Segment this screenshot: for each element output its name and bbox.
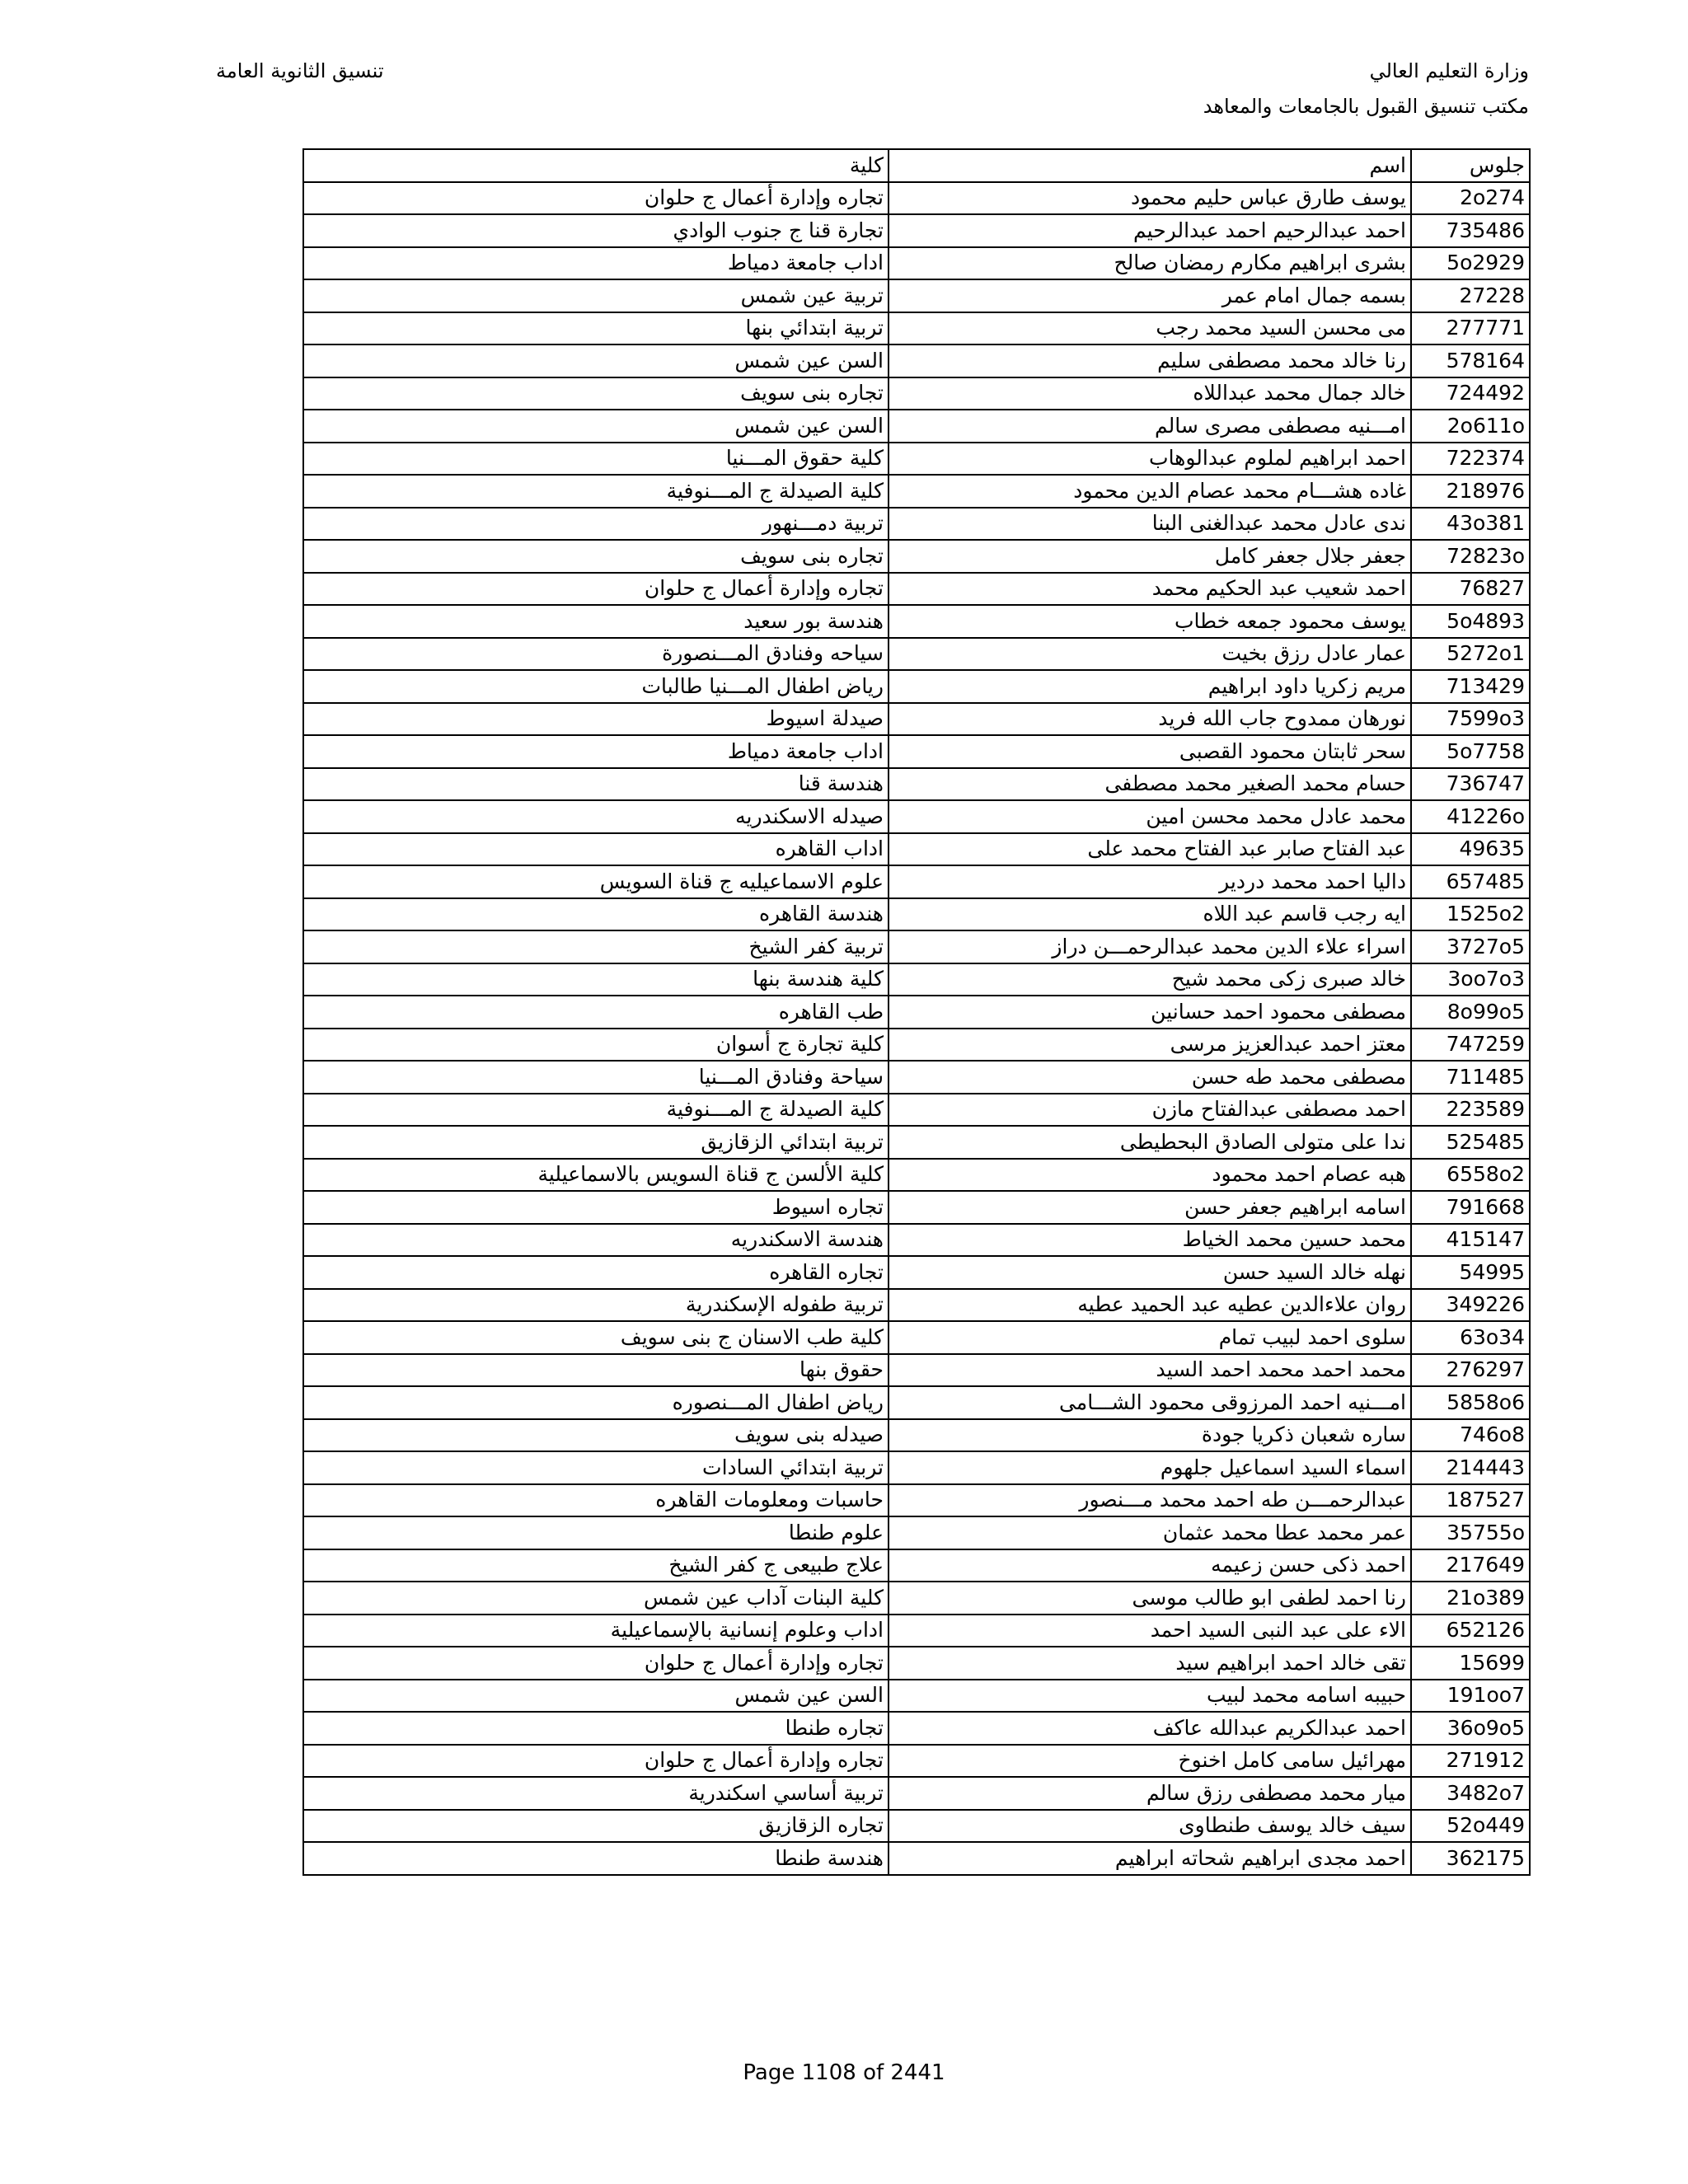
table-row — [303, 1061, 1530, 1094]
seat-number: 43o381 — [1447, 511, 1525, 536]
seat-number: 713429 — [1446, 673, 1525, 698]
faculty-cell: رياض اطفال المـــنيا طالبات — [303, 670, 889, 703]
seat-cell — [1411, 1582, 1530, 1615]
track-title: تنسيق الثانوية العامة — [216, 59, 384, 82]
seat-number: 1525o2 — [1447, 902, 1525, 926]
table-row — [303, 247, 1530, 280]
faculty-cell: كلية الصيدلة ج المـــنوفية — [303, 475, 889, 508]
seat-number: 41226o — [1447, 804, 1525, 828]
seat-number: 349226 — [1446, 1292, 1525, 1317]
seat-cell — [1411, 768, 1530, 801]
table-row — [303, 670, 1530, 703]
name-cell: مريم زكريا داود ابراهيم — [889, 670, 1411, 703]
seat-number: 217649 — [1446, 1553, 1525, 1577]
seat-cell — [1411, 1191, 1530, 1224]
seat-cell — [1411, 1029, 1530, 1062]
seat-number: 2o611o — [1447, 413, 1525, 438]
name-cell: مصطفى محمد طه حسن — [889, 1061, 1411, 1094]
table-row — [303, 377, 1530, 410]
seat-cell — [1411, 377, 1530, 410]
seat-cell — [1411, 605, 1530, 638]
seat-cell — [1411, 1615, 1530, 1647]
table-row — [303, 475, 1530, 508]
faculty-cell: كلية تجارة ج أسوان — [303, 1029, 889, 1062]
seat-cell — [1411, 865, 1530, 898]
seat-number: 5858o6 — [1447, 1390, 1525, 1414]
faculty-cell: تجاره الزقازيق — [303, 1810, 889, 1843]
name-cell: حبيبه اسامه محمد لبيب — [889, 1680, 1411, 1713]
faculty-cell: كلية الألسن ج قناة السويس بالاسماعيلية — [303, 1159, 889, 1192]
table-row — [303, 1451, 1530, 1484]
seat-cell — [1411, 703, 1530, 736]
table-row — [303, 605, 1530, 638]
name-cell: غاده هشـــام محمد عصام الدين محمود — [889, 475, 1411, 508]
table-row — [303, 1224, 1530, 1257]
name-cell: بسمه جمال امام عمر — [889, 279, 1411, 312]
faculty-cell: تربية عين شمس — [303, 279, 889, 312]
seat-cell — [1411, 344, 1530, 377]
seat-cell — [1411, 475, 1530, 508]
table-row — [303, 1289, 1530, 1322]
name-cell: عبد الفتاح صابر عبد الفتاح محمد على — [889, 833, 1411, 866]
seat-cell — [1411, 1647, 1530, 1680]
seat-number: 578164 — [1446, 348, 1525, 373]
table-row — [303, 1126, 1530, 1159]
table-row — [303, 312, 1530, 345]
name-cell: ساره شعبان ذكريا جودة — [889, 1419, 1411, 1452]
seat-number: 5o2929 — [1447, 251, 1525, 275]
name-cell: محمد عادل محمد محسن امين — [889, 800, 1411, 833]
seat-cell — [1411, 1224, 1530, 1257]
name-cell: احمد مصطفى عبدالفتاح مازن — [889, 1094, 1411, 1127]
name-cell: هبه عصام احمد محمود — [889, 1159, 1411, 1192]
table-row — [303, 768, 1530, 801]
seat-number: 49635 — [1459, 837, 1525, 861]
seat-number: 277771 — [1446, 316, 1525, 340]
table-row — [303, 573, 1530, 606]
name-cell: سحر ثابتان محمود القصبى — [889, 735, 1411, 768]
table-row — [303, 540, 1530, 573]
faculty-cell: هندسة قنا — [303, 768, 889, 801]
faculty-cell: هندسة القاهره — [303, 898, 889, 931]
seat-cell — [1411, 1354, 1530, 1387]
name-cell: سيف خالد يوسف طنطاوى — [889, 1810, 1411, 1843]
table-row — [303, 1484, 1530, 1517]
seat-cell — [1411, 247, 1530, 280]
seat-number: 8o99o5 — [1447, 999, 1525, 1024]
seat-cell — [1411, 833, 1530, 866]
seat-cell — [1411, 996, 1530, 1029]
seat-number: 76827 — [1459, 576, 1525, 601]
name-cell: امـــنيه مصطفى مصرى سالم — [889, 410, 1411, 443]
faculty-cell: تجاره بنى سويف — [303, 540, 889, 573]
faculty-cell: رياض اطفال المـــنصوره — [303, 1386, 889, 1419]
seat-number: 362175 — [1446, 1845, 1525, 1870]
table-row — [303, 1647, 1530, 1680]
name-cell: مهرائيل سامى كامل اخنوخ — [889, 1745, 1411, 1778]
table-row — [303, 182, 1530, 215]
table-row — [303, 1842, 1530, 1875]
faculty-cell: هندسة بور سعيد — [303, 605, 889, 638]
name-cell: معتز احمد عبدالعزيز مرسى — [889, 1029, 1411, 1062]
seat-cell — [1411, 670, 1530, 703]
seat-number: 21o389 — [1447, 1585, 1525, 1610]
name-cell: محمد احمد محمد احمد السيد — [889, 1354, 1411, 1387]
seat-cell — [1411, 1321, 1530, 1354]
seat-cell — [1411, 1451, 1530, 1484]
table-row — [303, 1354, 1530, 1387]
name-cell: عمار عادل رزق بخيت — [889, 638, 1411, 671]
table-row — [303, 800, 1530, 833]
seat-cell — [1411, 735, 1530, 768]
faculty-cell: تربية أساسي اسكندرية — [303, 1777, 889, 1810]
seat-number: 3727o5 — [1447, 934, 1525, 958]
table-row — [303, 1712, 1530, 1745]
seat-number: 35755o — [1447, 1520, 1525, 1544]
faculty-cell: تجاره وإدارة أعمال ج حلوان — [303, 573, 889, 606]
page-number: Page 1108 of 2441 — [743, 2060, 945, 2085]
seat-cell — [1411, 930, 1530, 963]
seat-cell — [1411, 1484, 1530, 1517]
name-cell: مى محسن السيد محمد رجب — [889, 312, 1411, 345]
name-cell: اسماء السيد اسماعيل جلهوم — [889, 1451, 1411, 1484]
seat-cell — [1411, 214, 1530, 247]
seat-number: 7599o3 — [1447, 706, 1525, 731]
table-row — [303, 279, 1530, 312]
faculty-cell: اداب جامعة دمياط — [303, 735, 889, 768]
faculty-cell: طب القاهره — [303, 996, 889, 1029]
seat-cell — [1411, 1549, 1530, 1582]
faculty-cell: صيدله بنى سويف — [303, 1419, 889, 1452]
seat-number: 2o274 — [1460, 185, 1525, 210]
seat-cell — [1411, 963, 1530, 996]
name-cell: بشرى ابراهيم مكارم رمضان صالح — [889, 247, 1411, 280]
seat-number: 722374 — [1446, 446, 1525, 471]
name-cell: جعفر جلال جعفر كامل — [889, 540, 1411, 573]
table-row — [303, 735, 1530, 768]
table-row — [303, 1777, 1530, 1810]
name-cell: اسراء علاء الدين محمد عبدالرحمـــن دراز — [889, 930, 1411, 963]
name-cell: داليا احمد محمد دردير — [889, 865, 1411, 898]
seat-cell — [1411, 508, 1530, 541]
name-cell: اسامه ابراهيم جعفر حسن — [889, 1191, 1411, 1224]
table-row — [303, 996, 1530, 1029]
seat-number: 746o8 — [1460, 1422, 1525, 1447]
seat-number: 6558o2 — [1447, 1162, 1525, 1187]
table-row — [303, 898, 1530, 931]
name-cell: ميار محمد مصطفى رزق سالم — [889, 1777, 1411, 1810]
faculty-cell: تربية كفر الشيخ — [303, 930, 889, 963]
table-row — [303, 410, 1530, 443]
faculty-cell: كلية طب الاسنان ج بنى سويف — [303, 1321, 889, 1354]
seat-number: 187527 — [1446, 1488, 1525, 1512]
faculty-cell: اداب جامعة دمياط — [303, 247, 889, 280]
name-cell: امـــنيه احمد المرزوقى محمود الشـــامى — [889, 1386, 1411, 1419]
seat-number: 724492 — [1446, 381, 1525, 405]
seat-number: 652126 — [1446, 1618, 1525, 1643]
table-row — [303, 1029, 1530, 1062]
name-cell: احمد ابراهيم لملوم عبدالوهاب — [889, 443, 1411, 476]
table-row — [303, 1321, 1530, 1354]
faculty-cell: هندسة طنطا — [303, 1842, 889, 1875]
table-row — [303, 1549, 1530, 1582]
name-cell: ندا على متولى الصادق البحطيطى — [889, 1126, 1411, 1159]
seat-number: 415147 — [1446, 1227, 1525, 1252]
table-row — [303, 1419, 1530, 1452]
seat-cell — [1411, 1256, 1530, 1289]
table-row — [303, 638, 1530, 671]
faculty-cell: كلية هندسة بنها — [303, 963, 889, 996]
seat-cell — [1411, 1712, 1530, 1745]
faculty-cell: صيدلة اسيوط — [303, 703, 889, 736]
name-cell: سلوى احمد لبيب تمام — [889, 1321, 1411, 1354]
faculty-cell: علوم الاسماعيليه ج قناة السويس — [303, 865, 889, 898]
name-cell: احمد شعيب عبد الحكيم محمد — [889, 573, 1411, 606]
seat-cell — [1411, 312, 1530, 345]
faculty-cell: تربية دمـــنهور — [303, 508, 889, 541]
seat-number: 52o449 — [1447, 1813, 1525, 1838]
faculty-cell: هندسة الاسكندريه — [303, 1224, 889, 1257]
seat-cell — [1411, 1419, 1530, 1452]
table-row — [303, 1745, 1530, 1778]
name-cell: عمر محمد عطا محمد عثمان — [889, 1516, 1411, 1549]
name-cell: محمد حسين محمد الخياط — [889, 1224, 1411, 1257]
name-cell: تقى خالد احمد ابراهيم سيد — [889, 1647, 1411, 1680]
faculty-cell: تربية ابتدائي السادات — [303, 1451, 889, 1484]
faculty-cell: تجاره وإدارة أعمال ج حلوان — [303, 1647, 889, 1680]
seat-cell — [1411, 898, 1530, 931]
seat-number: 72823o — [1447, 543, 1525, 568]
seat-cell — [1411, 410, 1530, 443]
header-seat: جلوس — [1411, 149, 1530, 182]
header-name: اسم — [889, 149, 1411, 182]
faculty-cell: تربية ابتدائي بنها — [303, 312, 889, 345]
name-cell: رنا خالد محمد مصطفى سليم — [889, 344, 1411, 377]
table-row — [303, 1159, 1530, 1192]
name-cell: خالد جمال محمد عبداللاه — [889, 377, 1411, 410]
seat-cell — [1411, 540, 1530, 573]
name-cell: نهله خالد السيد حسن — [889, 1256, 1411, 1289]
faculty-cell: السن عين شمس — [303, 344, 889, 377]
seat-cell — [1411, 638, 1530, 671]
seat-number: 525485 — [1446, 1129, 1525, 1154]
seat-cell — [1411, 1159, 1530, 1192]
faculty-cell: علاج طبيعى ج كفر الشيخ — [303, 1549, 889, 1582]
faculty-cell: صيدله الاسكندريه — [303, 800, 889, 833]
seat-cell — [1411, 1745, 1530, 1778]
results-body — [303, 149, 1530, 1875]
faculty-cell: تجاره وإدارة أعمال ج حلوان — [303, 182, 889, 215]
faculty-cell: سياحه وفنادق المـــنصورة — [303, 638, 889, 671]
seat-number: 214443 — [1446, 1455, 1525, 1479]
table-row — [303, 214, 1530, 247]
header-row — [303, 149, 1530, 182]
name-cell: حسام محمد الصغير محمد مصطفى — [889, 768, 1411, 801]
faculty-cell: كلية حقوق المـــنيا — [303, 443, 889, 476]
seat-number: 54995 — [1459, 1259, 1525, 1284]
seat-number: 657485 — [1446, 869, 1525, 893]
faculty-cell: كلية البنات آداب عين شمس — [303, 1582, 889, 1615]
table-row — [303, 1516, 1530, 1549]
seat-cell — [1411, 1842, 1530, 1875]
name-cell: احمد عبدالرحيم احمد عبدالرحيم — [889, 214, 1411, 247]
table-row — [303, 1810, 1530, 1843]
seat-number: 15699 — [1459, 1650, 1525, 1675]
name-cell: ايه رجب قاسم عبد اللاه — [889, 898, 1411, 931]
name-cell: مصطفى محمود احمد حسانين — [889, 996, 1411, 1029]
faculty-cell: اداب وعلوم إنسانية بالإسماعيلية — [303, 1615, 889, 1647]
seat-cell — [1411, 1810, 1530, 1843]
seat-number: 63o34 — [1460, 1324, 1525, 1349]
office-title: مكتب تنسيق القبول بالجامعات والمعاهد — [1203, 95, 1529, 118]
table-row — [303, 865, 1530, 898]
seat-number: 223589 — [1446, 1097, 1525, 1122]
header-faculty: كلية — [303, 149, 889, 182]
seat-cell — [1411, 443, 1530, 476]
name-cell: يوسف طارق عباس حليم محمود — [889, 182, 1411, 215]
seat-cell — [1411, 1061, 1530, 1094]
seat-number: 271912 — [1446, 1748, 1525, 1773]
name-cell: الاء على عبد النبى السيد احمد — [889, 1615, 1411, 1647]
seat-cell — [1411, 573, 1530, 606]
table-row — [303, 703, 1530, 736]
table-row — [303, 1256, 1530, 1289]
faculty-cell: حقوق بنها — [303, 1354, 889, 1387]
table-row — [303, 443, 1530, 476]
table-row — [303, 1615, 1530, 1647]
seat-cell — [1411, 1094, 1530, 1127]
name-cell: احمد ذكى حسن زعيمه — [889, 1549, 1411, 1582]
faculty-cell: تربية ابتدائي الزقازيق — [303, 1126, 889, 1159]
seat-number: 191oo7 — [1447, 1683, 1525, 1708]
faculty-cell: علوم طنطا — [303, 1516, 889, 1549]
table-row — [303, 1582, 1530, 1615]
seat-number: 27228 — [1459, 283, 1525, 307]
seat-number: 218976 — [1446, 478, 1525, 503]
faculty-cell: تجاره وإدارة أعمال ج حلوان — [303, 1745, 889, 1778]
seat-number: 3482o7 — [1447, 1780, 1525, 1805]
table-row — [303, 963, 1530, 996]
table-row — [303, 344, 1530, 377]
table-row — [303, 833, 1530, 866]
faculty-cell: سياحة وفنادق المـــنيا — [303, 1061, 889, 1094]
name-cell: خالد صبرى زكى محمد شيح — [889, 963, 1411, 996]
faculty-cell: السن عين شمس — [303, 410, 889, 443]
table-row — [303, 930, 1530, 963]
faculty-cell: حاسبات ومعلومات القاهره — [303, 1484, 889, 1517]
seat-number: 3oo7o3 — [1447, 967, 1525, 991]
seat-cell — [1411, 1386, 1530, 1419]
seat-cell — [1411, 182, 1530, 215]
name-cell: نورهان ممدوح جاب الله فريد — [889, 703, 1411, 736]
faculty-cell: تجاره طنطا — [303, 1712, 889, 1745]
table-row — [303, 1191, 1530, 1224]
faculty-cell: تجاره اسيوط — [303, 1191, 889, 1224]
seat-cell — [1411, 1777, 1530, 1810]
name-cell: احمد عبدالكريم عبدالله عاكف — [889, 1712, 1411, 1745]
name-cell: روان علاءالدين عطيه عبد الحميد عطيه — [889, 1289, 1411, 1322]
faculty-cell: تجارة قنا ج جنوب الوادي — [303, 214, 889, 247]
name-cell: رنا احمد لطفى ابو طالب موسى — [889, 1582, 1411, 1615]
faculty-cell: السن عين شمس — [303, 1680, 889, 1713]
seat-cell — [1411, 800, 1530, 833]
seat-number: 791668 — [1446, 1194, 1525, 1219]
faculty-cell: اداب القاهره — [303, 833, 889, 866]
seat-number: 5o4893 — [1447, 608, 1525, 633]
faculty-cell: تجاره القاهره — [303, 1256, 889, 1289]
seat-number: 5272o1 — [1447, 641, 1525, 666]
table-row — [303, 1680, 1530, 1713]
table-row — [303, 1094, 1530, 1127]
ministry-title: وزارة التعليم العالي — [1369, 59, 1529, 82]
faculty-cell: كلية الصيدلة ج المـــنوفية — [303, 1094, 889, 1127]
name-cell: احمد مجدى ابراهيم شحاته ابراهيم — [889, 1842, 1411, 1875]
faculty-cell: تجاره بنى سويف — [303, 377, 889, 410]
table-row — [303, 1386, 1530, 1419]
name-cell: يوسف محمود جمعه خطاب — [889, 605, 1411, 638]
name-cell: عبدالرحمـــن طه احمد محمد مـــنصور — [889, 1484, 1411, 1517]
seat-number: 747259 — [1446, 1032, 1525, 1057]
seat-cell — [1411, 1289, 1530, 1322]
seat-number: 276297 — [1446, 1357, 1525, 1382]
seat-number: 735486 — [1446, 218, 1525, 242]
seat-number: 711485 — [1446, 1064, 1525, 1089]
seat-number: 36o9o5 — [1447, 1715, 1525, 1740]
results-table — [302, 148, 1531, 1876]
seat-cell — [1411, 1680, 1530, 1713]
name-cell: ندى عادل محمد عبدالغنى البنا — [889, 508, 1411, 541]
seat-number: 736747 — [1446, 771, 1525, 796]
seat-cell — [1411, 279, 1530, 312]
table-row — [303, 508, 1530, 541]
seat-cell — [1411, 1516, 1530, 1549]
seat-cell — [1411, 1126, 1530, 1159]
faculty-cell: تربية طفوله الإسكندرية — [303, 1289, 889, 1322]
seat-number: 5o7758 — [1447, 738, 1525, 763]
